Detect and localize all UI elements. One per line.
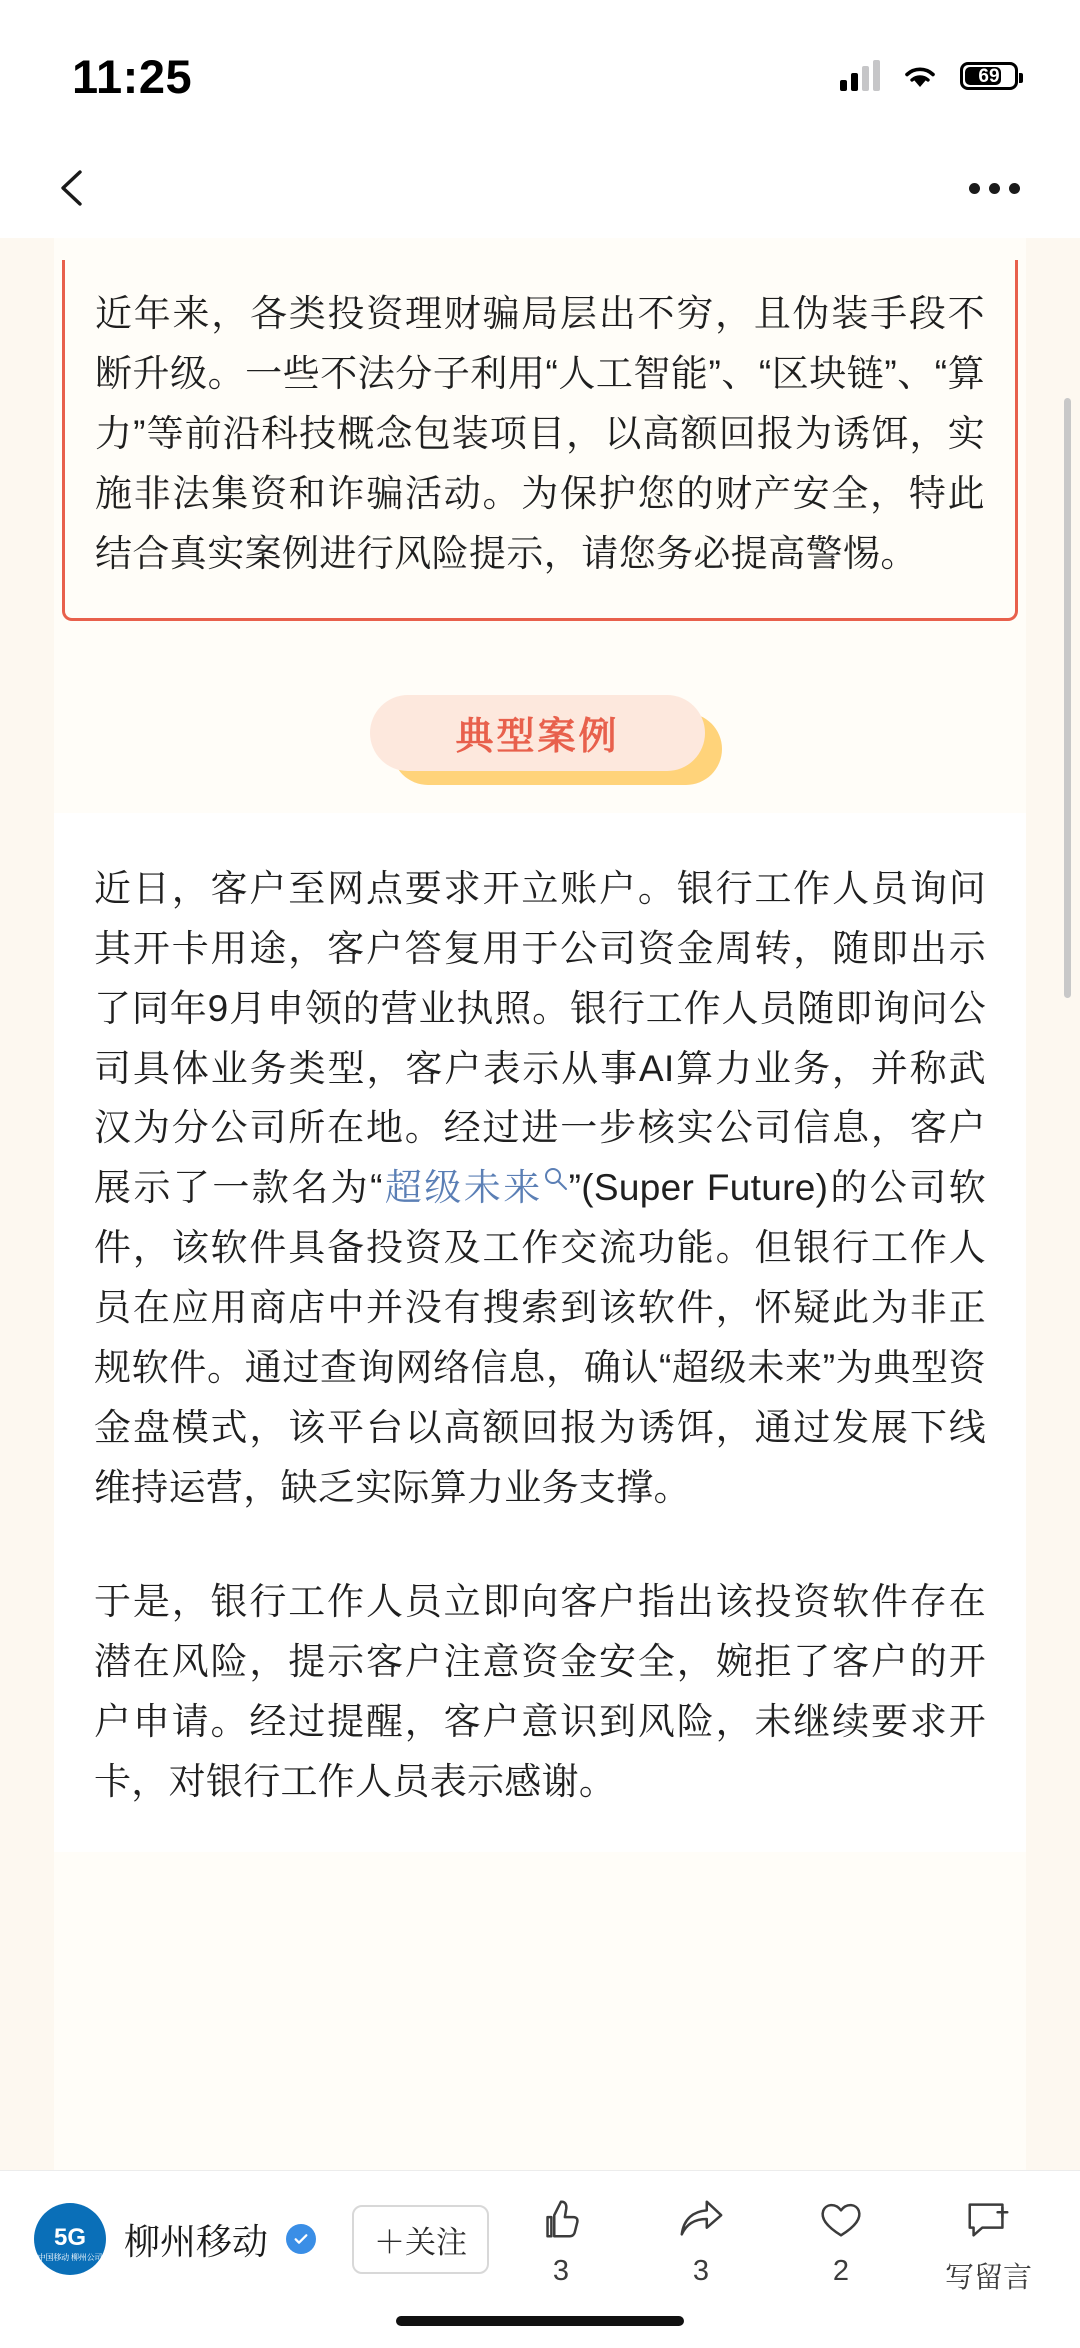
case-badge bbox=[370, 695, 710, 777]
case-paragraph-1-part-a: 近日，客户至网点要求开立账户。银行工作人员询问其开卡用途，客户答复用于公司资金周转，随即出示了同年9月申领的营业执照。银行工作人员随即询问公司具体业务类型，客户表示从事AI算力业务，并称武汉为分公司所在地。经过进一步核实公司信息，客户展示了一款名为“ bbox=[94, 867, 986, 1209]
verified-badge-icon bbox=[286, 2224, 316, 2254]
avatar-top-text: 5G bbox=[53, 2223, 86, 2251]
battery-level: 69 bbox=[978, 65, 1000, 87]
case-highlight-link[interactable]: 超级未来 bbox=[382, 1167, 543, 1209]
comment-label: 写留言 bbox=[944, 2262, 1032, 2294]
home-indicator bbox=[396, 2316, 684, 2326]
case-paragraph-1 bbox=[94, 859, 986, 1518]
wifi-icon bbox=[900, 61, 940, 91]
case-badge-label: 典型案例 bbox=[455, 716, 620, 759]
back-chevron-icon[interactable] bbox=[52, 166, 96, 210]
avatar-bottom-text: 中国移动 柳州公司 bbox=[37, 2252, 103, 2262]
favorite-count: 2 bbox=[832, 2255, 850, 2287]
like-count: 3 bbox=[552, 2255, 570, 2287]
follow-button[interactable]: ＋关注 bbox=[352, 2205, 489, 2274]
status-bar bbox=[0, 0, 1080, 138]
more-options-icon[interactable] bbox=[969, 183, 1020, 194]
author-name[interactable]: 柳州移动 bbox=[124, 2220, 269, 2262]
article-content bbox=[0, 260, 1080, 1852]
risk-warning-text: 近年来，各类投资理财骗局层出不穷，且伪装手段不断升级。一些不法分子利用“人工智能”、“区块链”、“算力”等前沿科技概念包装项目，以高额回报为诱饵，实施非法集资和诈骗活动。为保护您的财产安全，特此结合真实案例进行风险提示，请您务必提高警惕。 bbox=[95, 293, 985, 574]
comment-button[interactable] bbox=[945, 2193, 1032, 2296]
case-body-card bbox=[54, 813, 1026, 1852]
status-indicators bbox=[840, 47, 1018, 91]
like-button[interactable] bbox=[525, 2193, 597, 2288]
cellular-signal-icon bbox=[840, 61, 880, 91]
comment-icon bbox=[963, 2193, 1013, 2245]
risk-warning-box bbox=[62, 260, 1018, 621]
share-count: 3 bbox=[692, 2255, 710, 2287]
author-info[interactable] bbox=[34, 2193, 489, 2275]
account-avatar-icon[interactable] bbox=[34, 2203, 106, 2275]
status-time: 11:25 bbox=[72, 49, 193, 103]
case-paragraph-1-part-b: ”(Super Future)的公司软件，该软件具备投资及工作交流功能。但银行工作人员在应用商店中并没有搜索到该软件，怀疑此为非正规软件。通过查询网络信息，确认“超级未来”为典型资金盘模式，该平台以高额回报为诱饵，通过发展下线维持运营，缺乏实际算力业务支撑。 bbox=[94, 1167, 986, 1509]
navigation-bar bbox=[0, 138, 1080, 238]
case-paragraph-2: 于是，银行工作人员立即向客户指出该投资软件存在潜在风险，提示客户注意资金安全，婉拒了客户的开户申请。经过提醒，客户意识到风险，未继续要求开卡，对银行工作人员表示感谢。 bbox=[94, 1581, 986, 1802]
heart-icon bbox=[816, 2193, 866, 2245]
share-arrow-icon bbox=[676, 2193, 726, 2245]
battery-icon bbox=[960, 62, 1018, 90]
favorite-button[interactable] bbox=[805, 2193, 877, 2288]
engagement-actions bbox=[525, 2193, 1046, 2296]
vertical-scrollbar[interactable] bbox=[1064, 398, 1071, 998]
case-badge-pill bbox=[370, 695, 705, 771]
search-icon[interactable] bbox=[543, 1166, 569, 1192]
article-scroll-area[interactable] bbox=[0, 238, 1080, 2170]
thumbs-up-icon bbox=[536, 2193, 586, 2245]
share-button[interactable] bbox=[665, 2193, 737, 2288]
